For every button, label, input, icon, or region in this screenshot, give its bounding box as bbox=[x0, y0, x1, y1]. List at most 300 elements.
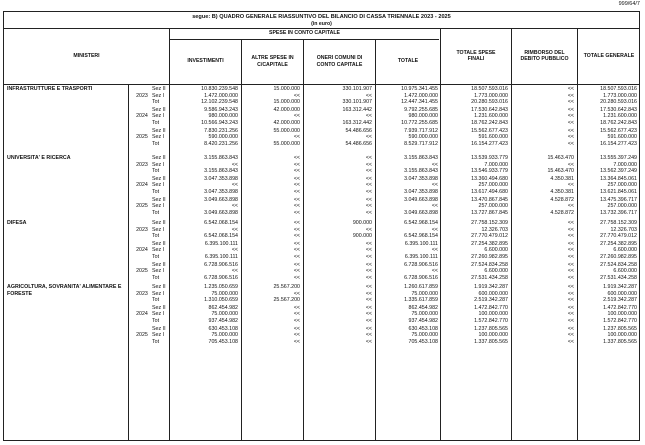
cell-totale: 3.049.663.898 bbox=[404, 209, 438, 216]
header-spese-conto-capitale: SPESE IN CONTO CAPITALE bbox=[268, 30, 340, 37]
cell-section: Sez II bbox=[152, 240, 166, 247]
cell-oneri-comuni: << bbox=[365, 182, 372, 189]
cell-investimenti: 1.310.050.659 bbox=[204, 297, 238, 304]
header-investimenti: INVESTIMENTI bbox=[187, 58, 224, 65]
cell-oneri-comuni: << bbox=[365, 226, 372, 233]
cell-totale-generale: 12.326.703 bbox=[610, 226, 637, 233]
cell-totale: 12.447.341.455 bbox=[401, 99, 438, 106]
cell-totale-spese-finali: 27.770.479.012 bbox=[471, 233, 508, 240]
cell-rimborso: << bbox=[567, 134, 574, 141]
cell-rimborso: << bbox=[567, 338, 574, 345]
cell-altre-spese: << bbox=[293, 261, 300, 268]
cell-rimborso: << bbox=[567, 317, 574, 324]
cell-totale: 8.529.717.912 bbox=[404, 140, 438, 147]
cell-altre-spese: << bbox=[293, 311, 300, 318]
cell-altre-spese: << bbox=[293, 113, 300, 120]
cell-totale-generale: 16.154.277.423 bbox=[600, 140, 637, 147]
cell-totale-generale: 100.000.000 bbox=[607, 311, 637, 318]
cell-section: Tot bbox=[152, 274, 160, 281]
ministry-divider bbox=[128, 84, 129, 440]
cell-altre-spese: << bbox=[293, 226, 300, 233]
cell-totale-spese-finali: 600.000.000 bbox=[478, 290, 508, 297]
ministry-name: DIFESA bbox=[7, 220, 27, 226]
header-oneri-comuni: ONERI COMUNI DI CONTO CAPITALE bbox=[316, 55, 363, 68]
cell-totale-generale: 27.254.382.895 bbox=[600, 240, 637, 247]
cell-year: 2025 bbox=[136, 268, 148, 275]
cell-totale-spese-finali: 27.260.982.895 bbox=[471, 253, 508, 260]
cell-totale: 3.155.863.843 bbox=[404, 155, 438, 161]
cell-totale: 6.395.100.111 bbox=[404, 240, 438, 247]
cell-totale-generale: 13.732.396.717 bbox=[600, 209, 637, 216]
cell-totale-generale: 7.000.000 bbox=[613, 161, 637, 168]
cell-rimborso: 15.463.470 bbox=[547, 155, 574, 161]
cell-totale-generale: 27.758.152.309 bbox=[600, 220, 637, 226]
cell-totale-generale: 13.555.397.249 bbox=[600, 155, 637, 161]
cell-totale-spese-finali: 13.539.933.779 bbox=[471, 155, 508, 161]
cell-totale-spese-finali: 1.472.842.770 bbox=[474, 304, 508, 311]
cell-section: Sez II bbox=[152, 196, 166, 203]
cell-year: 2024 bbox=[136, 311, 148, 318]
cell-oneri-comuni: << bbox=[365, 203, 372, 210]
cell-investimenti: 3.049.663.898 bbox=[204, 196, 238, 203]
cell-rimborso: << bbox=[567, 140, 574, 147]
cell-rimborso: << bbox=[567, 106, 574, 113]
cell-totale-generale: 1.337.805.565 bbox=[603, 338, 637, 345]
cell-altre-spese: << bbox=[293, 253, 300, 260]
cell-totale-spese-finali: 1.337.805.565 bbox=[474, 338, 508, 345]
cell-totale-spese-finali: 13.470.867.845 bbox=[471, 196, 508, 203]
cell-totale-spese-finali: 13.727.867.845 bbox=[471, 209, 508, 216]
cell-oneri-comuni: << bbox=[365, 175, 372, 182]
cell-oneri-comuni: 163.312.442 bbox=[342, 106, 372, 113]
cell-investimenti: 3.155.863.843 bbox=[204, 155, 238, 161]
cell-rimborso: << bbox=[567, 261, 574, 268]
cell-altre-spese: << bbox=[293, 317, 300, 324]
cell-altre-spese: << bbox=[293, 134, 300, 141]
cell-altre-spese: << bbox=[293, 274, 300, 281]
ministry-name: UNIVERSITA' E RICERCA bbox=[7, 155, 71, 161]
cell-section: Sez I bbox=[152, 134, 165, 141]
cell-rimborso: << bbox=[567, 220, 574, 226]
cell-section: Sez I bbox=[152, 311, 165, 318]
cell-year: 2023 bbox=[136, 161, 148, 168]
ministry-name: INFRASTRUTTURE E TRASPORTI bbox=[7, 86, 93, 92]
cell-totale-generale: 1.919.342.287 bbox=[603, 284, 637, 290]
cell-oneri-comuni: << bbox=[365, 253, 372, 260]
cell-oneri-comuni: << bbox=[365, 304, 372, 311]
cell-oneri-comuni: << bbox=[365, 311, 372, 318]
cell-oneri-comuni: << bbox=[365, 188, 372, 195]
cell-investimenti: 75.000.000 bbox=[211, 290, 238, 297]
cell-oneri-comuni: 54.486.656 bbox=[345, 140, 372, 147]
cell-section: Tot bbox=[152, 209, 160, 216]
cell-investimenti: 862.454.982 bbox=[208, 304, 238, 311]
cell-oneri-comuni: << bbox=[365, 261, 372, 268]
cell-altre-spese: 25.567.200 bbox=[273, 284, 300, 290]
cell-oneri-comuni: << bbox=[365, 284, 372, 290]
cell-altre-spese: << bbox=[293, 155, 300, 161]
cell-oneri-comuni: << bbox=[365, 338, 372, 345]
cell-section: Tot bbox=[152, 233, 160, 240]
cell-investimenti: 590.000.000 bbox=[208, 134, 238, 141]
cell-section: Tot bbox=[152, 119, 160, 126]
cell-altre-spese: << bbox=[293, 168, 300, 175]
cell-investimenti: 75.000.000 bbox=[211, 311, 238, 318]
cell-section: Sez I bbox=[152, 113, 165, 120]
cell-section: Sez II bbox=[152, 155, 166, 161]
cell-totale-generale: 6.600.000 bbox=[613, 247, 637, 254]
cell-rimborso: << bbox=[567, 253, 574, 260]
cell-section: Sez I bbox=[152, 203, 165, 210]
cell-altre-spese: << bbox=[293, 338, 300, 345]
cell-investimenti: << bbox=[231, 161, 238, 168]
cell-totale: 6.542.968.154 bbox=[404, 233, 438, 240]
cell-totale: 6.395.100.111 bbox=[404, 253, 438, 260]
cell-altre-spese: << bbox=[293, 175, 300, 182]
cell-totale: << bbox=[431, 226, 438, 233]
cell-totale-generale: 13.621.845.061 bbox=[600, 188, 637, 195]
cell-totale-spese-finali: 18.507.593.016 bbox=[471, 86, 508, 92]
cell-totale: 75.000.000 bbox=[411, 290, 438, 297]
cell-oneri-comuni: << bbox=[365, 161, 372, 168]
cell-altre-spese: 42.000.000 bbox=[273, 106, 300, 113]
cell-year: 2024 bbox=[136, 247, 148, 254]
cell-altre-spese: << bbox=[293, 240, 300, 247]
cell-section: Sez II bbox=[152, 175, 166, 182]
cell-investimenti: 8.420.231.256 bbox=[204, 140, 238, 147]
cell-oneri-comuni: << bbox=[365, 317, 372, 324]
cell-investimenti: 3.049.663.898 bbox=[204, 209, 238, 216]
cell-rimborso: << bbox=[567, 304, 574, 311]
cell-oneri-comuni: << bbox=[365, 155, 372, 161]
cell-totale: 1.335.617.859 bbox=[404, 297, 438, 304]
cell-section: Sez II bbox=[152, 325, 166, 332]
cell-rimborso: 4.350.381 bbox=[550, 175, 574, 182]
header-rimborso-debito: RIMBORSO DEL DEBITO PUBBLICO bbox=[520, 49, 569, 62]
cell-totale-spese-finali: 15.562.677.423 bbox=[471, 127, 508, 134]
cell-totale: 9.792.255.685 bbox=[404, 106, 438, 113]
cell-section: Sez II bbox=[152, 86, 166, 92]
cell-year: 2023 bbox=[136, 226, 148, 233]
cell-totale-generale: 257.000.000 bbox=[607, 203, 637, 210]
cell-altre-spese: << bbox=[293, 332, 300, 339]
cell-oneri-comuni: << bbox=[365, 332, 372, 339]
cell-altre-spese: << bbox=[293, 196, 300, 203]
cell-section: Sez II bbox=[152, 284, 166, 290]
cell-totale-spese-finali: 13.617.494.680 bbox=[471, 188, 508, 195]
cell-oneri-comuni: 330.101.907 bbox=[342, 86, 372, 92]
cell-altre-spese: 15.000.000 bbox=[273, 99, 300, 106]
cell-investimenti: 6.395.100.111 bbox=[204, 240, 238, 247]
table-subtitle: (in euro) bbox=[311, 21, 332, 27]
cell-rimborso: << bbox=[567, 203, 574, 210]
cell-investimenti: 3.047.353.898 bbox=[204, 175, 238, 182]
cell-rimborso: << bbox=[567, 297, 574, 304]
cell-totale-generale: 17.530.642.843 bbox=[600, 106, 637, 113]
cell-totale: 6.728.906.516 bbox=[404, 274, 438, 281]
cell-totale-generale: 1.231.600.000 bbox=[603, 113, 637, 120]
header-altre-spese: ALTRE SPESE IN C/CAPITALE bbox=[251, 55, 294, 68]
cell-totale-spese-finali: 13.360.494.680 bbox=[471, 175, 508, 182]
cell-totale-spese-finali: 257.000.000 bbox=[478, 182, 508, 189]
cell-totale-generale: 591.600.000 bbox=[607, 134, 637, 141]
cell-altre-spese: 55.000.000 bbox=[273, 140, 300, 147]
ministry-name: AGRICOLTURA, SOVRANITA' ALIMENTARE E FORESTE bbox=[7, 284, 122, 297]
cell-oneri-comuni: 163.312.442 bbox=[342, 119, 372, 126]
cell-totale: 1.472.000.000 bbox=[404, 92, 438, 99]
cell-oneri-comuni: 900.000 bbox=[352, 233, 372, 240]
cell-totale: 3.047.353.898 bbox=[404, 188, 438, 195]
cell-section: Sez I bbox=[152, 226, 165, 233]
cell-rimborso: << bbox=[567, 240, 574, 247]
cell-rimborso: << bbox=[567, 92, 574, 99]
cell-altre-spese: << bbox=[293, 188, 300, 195]
cell-oneri-comuni: << bbox=[365, 240, 372, 247]
cell-investimenti: << bbox=[231, 247, 238, 254]
cell-section: Sez II bbox=[152, 106, 166, 113]
cell-totale-generale: 13.475.396.717 bbox=[600, 196, 637, 203]
cell-investimenti: 937.454.982 bbox=[208, 317, 238, 324]
cell-totale-generale: 1.237.805.565 bbox=[603, 325, 637, 332]
cell-altre-spese: << bbox=[293, 182, 300, 189]
cell-section: Tot bbox=[152, 168, 160, 175]
cell-altre-spese: << bbox=[293, 92, 300, 99]
cell-totale: 3.155.863.843 bbox=[404, 168, 438, 175]
cell-investimenti: << bbox=[231, 182, 238, 189]
cell-rimborso: << bbox=[567, 247, 574, 254]
cell-investimenti: 6.542.068.154 bbox=[204, 233, 238, 240]
cell-altre-spese: << bbox=[293, 203, 300, 210]
cell-oneri-comuni: << bbox=[365, 196, 372, 203]
cell-totale: 590.000.000 bbox=[408, 134, 438, 141]
cell-totale-spese-finali: 6.600.000 bbox=[484, 268, 508, 275]
cell-oneri-comuni: << bbox=[365, 168, 372, 175]
cell-section: Tot bbox=[152, 188, 160, 195]
cell-altre-spese: << bbox=[293, 247, 300, 254]
cell-oneri-comuni: 900.000 bbox=[352, 220, 372, 226]
cell-totale-generale: 13.364.845.061 bbox=[600, 175, 637, 182]
cell-totale-generale: 20.280.593.016 bbox=[600, 99, 637, 106]
cell-altre-spese: 25.567.200 bbox=[273, 297, 300, 304]
cell-rimborso: << bbox=[567, 86, 574, 92]
cell-totale-spese-finali: 27.758.152.309 bbox=[471, 220, 508, 226]
cell-oneri-comuni: << bbox=[365, 209, 372, 216]
cell-totale-spese-finali: 257.000.000 bbox=[478, 203, 508, 210]
cell-totale: 3.047.353.898 bbox=[404, 175, 438, 182]
cell-section: Sez I bbox=[152, 290, 165, 297]
cell-totale-generale: 257.000.000 bbox=[607, 182, 637, 189]
cell-section: Tot bbox=[152, 140, 160, 147]
cell-totale-generale: 1.773.000.000 bbox=[603, 92, 637, 99]
cell-rimborso: 15.463.470 bbox=[547, 168, 574, 175]
cell-year: 2025 bbox=[136, 134, 148, 141]
cell-totale-generale: 1.572.842.770 bbox=[603, 317, 637, 324]
cell-altre-spese: << bbox=[293, 220, 300, 226]
cell-rimborso: 4.528.872 bbox=[550, 209, 574, 216]
header-totale-spese-finali: TOTALE SPESE FINALI bbox=[456, 49, 496, 62]
cell-investimenti: << bbox=[231, 203, 238, 210]
cell-altre-spese: << bbox=[293, 209, 300, 216]
cell-year: 2024 bbox=[136, 182, 148, 189]
cell-section: Sez I bbox=[152, 161, 165, 168]
cell-section: Tot bbox=[152, 99, 160, 106]
cell-oneri-comuni: << bbox=[365, 247, 372, 254]
cell-totale-generale: 600.000.000 bbox=[607, 290, 637, 297]
cell-totale-generale: 15.562.677.423 bbox=[600, 127, 637, 134]
cell-totale: << bbox=[431, 247, 438, 254]
cell-totale-spese-finali: 1.572.842.770 bbox=[474, 317, 508, 324]
cell-totale-spese-finali: 17.530.642.843 bbox=[471, 106, 508, 113]
cell-totale: 10.975.341.455 bbox=[401, 86, 438, 92]
cell-altre-spese: << bbox=[293, 290, 300, 297]
cell-rimborso: << bbox=[567, 284, 574, 290]
cell-oneri-comuni: << bbox=[365, 134, 372, 141]
cell-totale: 10.772.255.685 bbox=[401, 119, 438, 126]
cell-oneri-comuni: << bbox=[365, 290, 372, 297]
cell-totale-generale: 27.770.479.012 bbox=[600, 233, 637, 240]
cell-investimenti: 7.830.231.256 bbox=[204, 127, 238, 134]
cell-investimenti: 3.155.863.843 bbox=[204, 168, 238, 175]
cell-investimenti: << bbox=[231, 226, 238, 233]
cell-section: Sez I bbox=[152, 332, 165, 339]
cell-section: Sez I bbox=[152, 268, 165, 275]
cell-totale-generale: 27.260.982.895 bbox=[600, 253, 637, 260]
cell-totale-spese-finali: 2.519.342.287 bbox=[474, 297, 508, 304]
cell-altre-spese: << bbox=[293, 325, 300, 332]
cell-oneri-comuni: << bbox=[365, 274, 372, 281]
cell-altre-spese: << bbox=[293, 268, 300, 275]
cell-totale-generale: 2.519.342.287 bbox=[603, 297, 637, 304]
cell-oneri-comuni: 330.101.907 bbox=[342, 99, 372, 106]
cell-investimenti: 705.453.108 bbox=[208, 338, 238, 345]
cell-investimenti: << bbox=[231, 268, 238, 275]
cell-totale: 75.000.000 bbox=[411, 332, 438, 339]
cell-totale-generale: 1.472.842.770 bbox=[603, 304, 637, 311]
cell-rimborso: << bbox=[567, 161, 574, 168]
cell-section: Sez II bbox=[152, 304, 166, 311]
cell-totale-generale: 13.562.397.249 bbox=[600, 168, 637, 175]
cell-totale-spese-finali: 6.600.000 bbox=[484, 247, 508, 254]
cell-section: Sez I bbox=[152, 247, 165, 254]
header-bottom-rule bbox=[4, 84, 639, 85]
cell-totale-spese-finali: 1.231.600.000 bbox=[474, 113, 508, 120]
cell-altre-spese: << bbox=[293, 304, 300, 311]
cell-investimenti: 12.102.239.548 bbox=[201, 99, 238, 106]
cell-totale: << bbox=[431, 161, 438, 168]
cell-rimborso: << bbox=[567, 325, 574, 332]
cell-section: Tot bbox=[152, 253, 160, 260]
cell-totale-spese-finali: 1.919.342.287 bbox=[474, 284, 508, 290]
cell-investimenti: 6.542.068.154 bbox=[204, 220, 238, 226]
cell-totale: 862.454.982 bbox=[408, 304, 438, 311]
cell-totale-spese-finali: 100.000.000 bbox=[478, 311, 508, 318]
cell-investimenti: 3.047.353.898 bbox=[204, 188, 238, 195]
cell-totale-spese-finali: 20.280.593.016 bbox=[471, 99, 508, 106]
cell-rimborso: << bbox=[567, 226, 574, 233]
cell-investimenti: 1.472.000.000 bbox=[204, 92, 238, 99]
cell-oneri-comuni: << bbox=[365, 113, 372, 120]
cell-totale: 75.000.000 bbox=[411, 311, 438, 318]
header-totale: TOTALE bbox=[397, 58, 419, 65]
cell-oneri-comuni: << bbox=[365, 92, 372, 99]
cell-rimborso: << bbox=[567, 119, 574, 126]
cell-totale-generale: 18.507.593.016 bbox=[600, 86, 637, 92]
cell-totale: 3.049.663.898 bbox=[404, 196, 438, 203]
cell-totale-spese-finali: 1.773.000.000 bbox=[474, 92, 508, 99]
cell-altre-spese: << bbox=[293, 161, 300, 168]
cell-altre-spese: 15.000.000 bbox=[273, 86, 300, 92]
cell-section: Tot bbox=[152, 317, 160, 324]
cell-totale-spese-finali: 27.524.834.258 bbox=[471, 261, 508, 268]
cell-totale: 1.260.617.859 bbox=[404, 284, 438, 290]
cell-rimborso: << bbox=[567, 233, 574, 240]
cell-totale-spese-finali: 12.326.703 bbox=[481, 226, 508, 233]
cell-totale: 980.000.000 bbox=[408, 113, 438, 120]
cell-rimborso: << bbox=[567, 311, 574, 318]
cell-altre-spese: 42.000.000 bbox=[273, 119, 300, 126]
cell-totale-spese-finali: 18.762.242.843 bbox=[471, 119, 508, 126]
cell-altre-spese: 55.000.000 bbox=[273, 127, 300, 134]
cell-oneri-comuni: 54.486.656 bbox=[345, 127, 372, 134]
cell-totale: 630.453.108 bbox=[408, 325, 438, 332]
cell-section: Sez I bbox=[152, 92, 165, 99]
cell-altre-spese: << bbox=[293, 233, 300, 240]
cell-section: Tot bbox=[152, 297, 160, 304]
cell-year: 2025 bbox=[136, 332, 148, 339]
cell-rimborso: << bbox=[567, 268, 574, 275]
cell-section: Sez II bbox=[152, 220, 166, 226]
cell-totale-generale: 18.762.242.843 bbox=[600, 119, 637, 126]
cell-investimenti: 630.453.108 bbox=[208, 325, 238, 332]
cell-year: 2023 bbox=[136, 290, 148, 297]
cell-investimenti: 10.830.239.548 bbox=[201, 86, 238, 92]
table-title: segue: B) QUADRO GENERALE RIASSUNTIVO DEL BILANCIO DI CASSA TRIENNALE 2023 - 2025 bbox=[192, 14, 451, 20]
cell-totale-generale: 27.531.434.258 bbox=[600, 274, 637, 281]
cell-totale: 6.728.906.516 bbox=[404, 261, 438, 268]
cell-oneri-comuni: << bbox=[365, 325, 372, 332]
cell-totale-generale: 6.600.000 bbox=[613, 268, 637, 275]
cell-totale: << bbox=[431, 268, 438, 275]
cell-rimborso: << bbox=[567, 127, 574, 134]
budget-table bbox=[3, 11, 640, 441]
cell-rimborso: << bbox=[567, 113, 574, 120]
cell-totale-spese-finali: 591.600.000 bbox=[478, 134, 508, 141]
cell-year: 2025 bbox=[136, 203, 148, 210]
cell-investimenti: 6.728.906.516 bbox=[204, 274, 238, 281]
cell-section: Tot bbox=[152, 338, 160, 345]
cell-rimborso: << bbox=[567, 182, 574, 189]
cell-section: Sez II bbox=[152, 127, 166, 134]
cell-rimborso: << bbox=[567, 332, 574, 339]
cell-totale: 705.453.108 bbox=[408, 338, 438, 345]
cell-totale-spese-finali: 27.531.434.258 bbox=[471, 274, 508, 281]
cell-totale-generale: 27.524.834.258 bbox=[600, 261, 637, 268]
cell-investimenti: 6.728.906.516 bbox=[204, 261, 238, 268]
header-totale-generale: TOTALE GENERALE bbox=[583, 52, 635, 59]
cell-totale: 937.454.982 bbox=[408, 317, 438, 324]
cell-totale: 6.542.968.154 bbox=[404, 220, 438, 226]
header-ministeri: MINISTERI bbox=[73, 52, 100, 59]
cell-section: Sez I bbox=[152, 182, 165, 189]
cell-totale-spese-finali: 7.000.000 bbox=[484, 161, 508, 168]
cell-year: 2024 bbox=[136, 113, 148, 120]
cell-rimborso: << bbox=[567, 274, 574, 281]
cell-investimenti: 980.000.000 bbox=[208, 113, 238, 120]
cell-section: Sez II bbox=[152, 261, 166, 268]
cell-totale-spese-finali: 16.154.277.423 bbox=[471, 140, 508, 147]
cell-totale-spese-finali: 1.237.805.565 bbox=[474, 325, 508, 332]
cell-totale: << bbox=[431, 203, 438, 210]
